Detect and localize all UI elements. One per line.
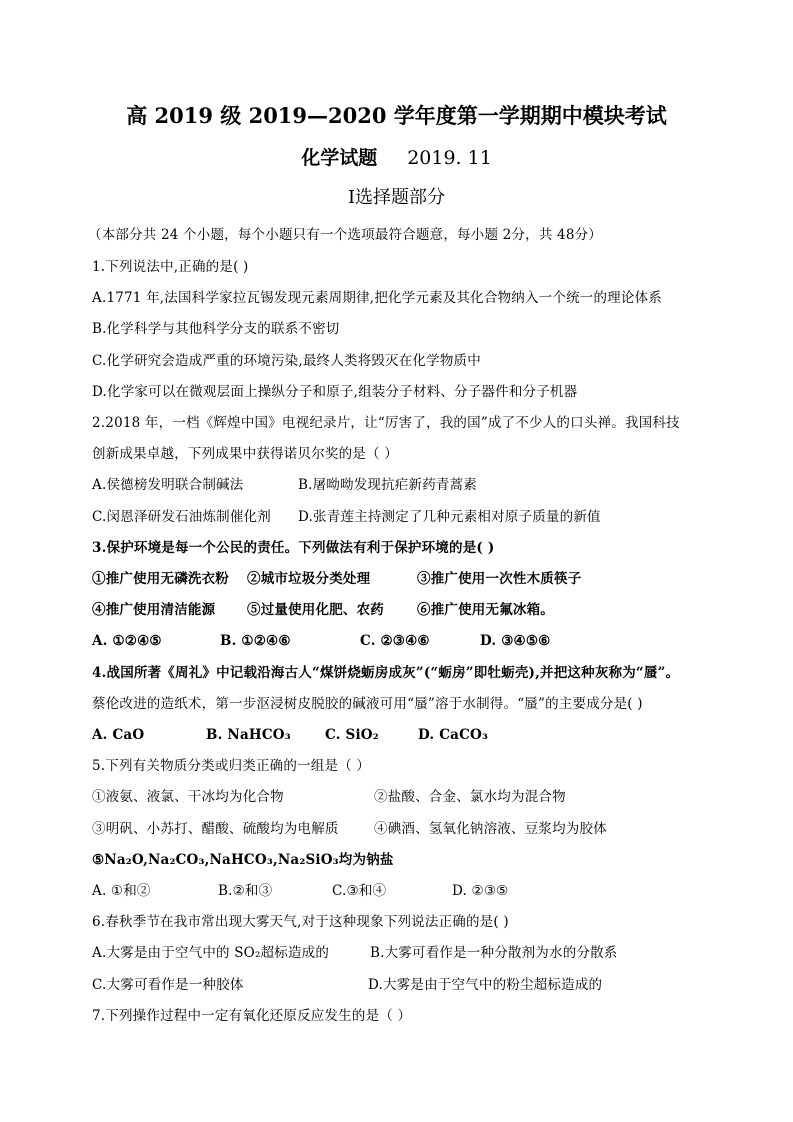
q1-stem: 1.下列说法中,正确的是( )	[92, 259, 249, 275]
q1-option-d: D.化学家可以在微观层面上操纵分子和原子,组装分子材料、分子器件和分子机器	[92, 384, 578, 400]
q4-option-b: B. NaHCO₃	[206, 727, 291, 743]
q5-item-5: ⑤Na₂O,Na₂CO₃,NaHCO₃,Na₂SiO₃均为钠盐	[92, 852, 394, 868]
q6-option-a: A.大雾是由于空气中的 SO₂超标造成的	[92, 945, 330, 961]
subject-label: 化学试题	[301, 147, 378, 169]
section-title: Ⅰ选择题部分	[347, 187, 446, 208]
q5-item-4: ④碘酒、氢氧化钠溶液、豆浆均为胶体	[374, 821, 607, 837]
q4-option-d: D. CaCO₃	[418, 727, 489, 743]
q5-option-b: B.②和③	[218, 883, 273, 899]
q4-stem-line1: 4.战国所著《周礼》中记载沿海古人“煤饼烧蛎房成灰”(“蛎房”即牡蛎壳),并把这种灰称为“蜃”。	[92, 665, 680, 681]
q1-option-b: B.化学科学与其他科学分支的联系不密切	[92, 321, 340, 337]
q5-option-d: D. ②③⑤	[452, 883, 509, 899]
section-instructions: （本部分共 24 个小题，每个小题只有一个选项最符合题意，每小题 2分，共 48分）	[88, 227, 603, 243]
q3-item-4: ④推广使用清洁能源	[92, 602, 216, 618]
q1-option-c: C.化学研究会造成严重的环境污染,最终人类将毁灭在化学物质中	[92, 353, 481, 369]
q4-option-a: A. CaO	[92, 727, 145, 743]
q4-option-c: C. SiO₂	[325, 727, 379, 743]
exam-title: 高 2019 级 2019—2020 学年度第一学期期中模块考试	[126, 103, 667, 128]
q3-option-b: B. ①②④⑥	[220, 633, 291, 649]
q5-option-c: C.③和④	[332, 883, 387, 899]
q3-option-a: A. ①②④⑤	[92, 633, 162, 649]
q5-option-a: A. ①和②	[92, 883, 151, 899]
q6-option-c: C.大雾可看作是一种胶体	[92, 977, 244, 993]
q3-option-d: D. ③④⑤⑥	[480, 633, 551, 649]
q4-stem-line2: 蔡伦改进的造纸术，第一步沤浸树皮脱胶的碱液可用“蜃”溶于水制得。“蜃”的主要成分是( )	[92, 696, 643, 712]
q3-stem: 3.保护环境是每一个公民的责任。下列做法有利于保护环境的是( )	[92, 540, 495, 556]
q6-stem: 6.春秋季节在我市常出现大雾天气,对于这种现象下列说法正确的是( )	[92, 914, 509, 930]
q5-item-3: ③明矾、小苏打、醋酸、硫酸均为电解质	[92, 821, 339, 837]
q3-item-1: ①推广使用无磷洗衣粉	[92, 571, 229, 587]
q2-stem-line1: 2.2018 年，一档《辉煌中国》电视纪录片，让“厉害了，我的国”成了不少人的口头禅。我国科技	[92, 415, 680, 431]
q2-option-d: D.张青莲主持测定了几种元素相对原子质量的新值	[298, 509, 601, 525]
q6-option-b: B.大雾可看作是一种分散剂为水的分散系	[370, 945, 618, 961]
q3-item-3: ③推广使用一次性木质筷子	[417, 571, 582, 587]
q2-option-c: C.闵恩泽研发石油炼制催化剂	[92, 509, 271, 525]
q2-stem-line2: 创新成果卓越，下列成果中获得诺贝尔奖的是（ ）	[92, 446, 398, 462]
q2-option-a: A.侯德榜发明联合制碱法	[92, 477, 244, 493]
q5-item-2: ②盐酸、合金、氯水均为混合物	[374, 789, 566, 805]
q7-stem: 7.下列操作过程中一定有氧化还原反应发生的是（ ）	[92, 1008, 412, 1024]
q1-option-a: A.1771 年,法国科学家拉瓦锡发现元素周期律,把化学元素及其化合物纳入一个统一的理论体系	[92, 290, 662, 306]
q3-item-6: ⑥推广使用无氟冰箱。	[417, 602, 554, 618]
q3-item-5: ⑤过量使用化肥、农药	[247, 602, 384, 618]
q5-stem: 5.下列有关物质分类或归类正确的一组是（ ）	[92, 758, 371, 774]
q3-option-c: C. ②③④⑥	[360, 633, 430, 649]
q6-option-d: D.大雾是由于空气中的粉尘超标造成的	[368, 977, 603, 993]
exam-subtitle	[0, 146, 793, 170]
q3-item-2: ②城市垃圾分类处理	[247, 571, 371, 587]
q2-option-b: B.屠呦呦发现抗疟新药青蒿素	[298, 477, 478, 493]
q5-item-1: ①液氨、液氯、干冰均为化合物	[92, 789, 284, 805]
exam-date: 2019. 11	[407, 147, 492, 169]
